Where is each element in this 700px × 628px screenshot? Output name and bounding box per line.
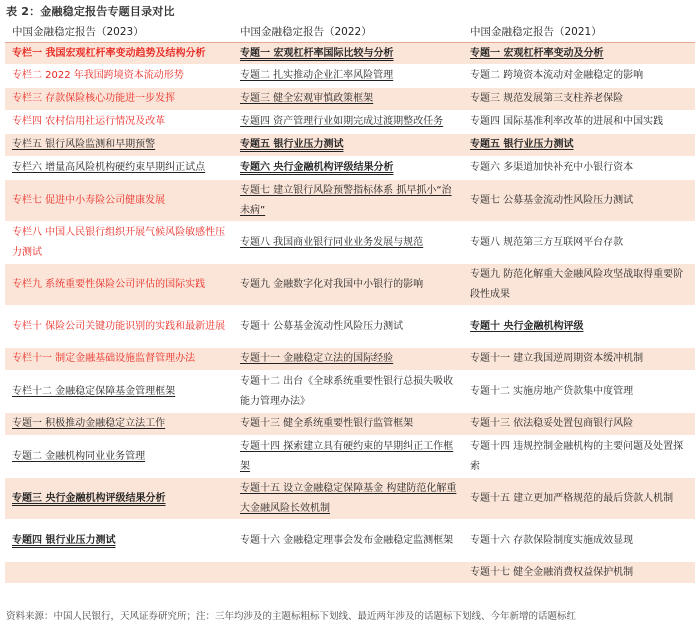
table-cell-2023 (5, 264, 233, 306)
table-cell-2023 (5, 180, 233, 222)
table-cell-2023 (5, 348, 233, 371)
table-cell-2022 (233, 157, 463, 180)
topic-title: 专题十三 健全系统重要性银行监管框架 (240, 418, 414, 429)
table-row (5, 157, 695, 180)
column-header-2022: 中国金融稳定报告（2022） (233, 20, 463, 43)
table-cell-2022 (233, 65, 463, 88)
topic-title: 专栏三 存款保险核心功能进一步发挥 (12, 93, 176, 104)
topic-title: 专栏十二 金融稳定保障基金管理框架 (12, 385, 176, 397)
topic-title: 专题十 公募基金流动性风险压力测试 (240, 320, 404, 332)
topic-title: 专题二 跨境资本流动对金融稳定的影响 (470, 70, 644, 81)
topic-title: 专题五 银行业压力测试 (470, 139, 574, 150)
table-cell-2022 (233, 413, 463, 436)
topic-title: 专栏十 保险公司关键功能识别的实践和最新进展 (12, 320, 226, 332)
table-cell-2022 (233, 88, 463, 111)
topic-title: 专题三 央行金融机构评级结果分析 (12, 492, 166, 504)
topic-title: 专栏十一 制定金融基础设施监督管理办法 (12, 353, 196, 364)
table-cell-2021 (463, 413, 695, 436)
table-row (5, 43, 695, 65)
table-cell-2023 (5, 371, 233, 413)
table-header-row (5, 20, 695, 43)
topic-title: 专题十 央行金融机构评级 (470, 320, 584, 332)
table-cell-2023 (5, 88, 233, 111)
table-title: 表 2：金融稳定报告专题目录对比 (6, 5, 175, 18)
topic-title: 专题十三 依法稳妥处置包商银行风险 (470, 418, 634, 429)
table-row (5, 371, 695, 413)
topic-title: 专栏七 促进中小寿险公司健康发展 (12, 194, 166, 206)
table-row (5, 222, 695, 264)
table-row (5, 88, 695, 111)
topic-title: 专栏四 农村信用社运行情况及改革 (12, 116, 166, 127)
table-row (5, 413, 695, 436)
table-cell-2021 (463, 371, 695, 413)
topic-title: 专题八 我国商业银行同业业务发展与规范 (240, 236, 424, 248)
topic-title: 专题一 宏观杠杆率变动及分析 (470, 47, 604, 59)
table-cell-2021 (463, 348, 695, 371)
table-row (5, 348, 695, 371)
topic-title: 专栏九 系统重要性保险公司评估的国际实践 (12, 278, 206, 290)
topic-title: 专题一 宏观杠杆率国际比较与分析 (240, 47, 394, 59)
table-row (5, 264, 695, 306)
table-row (5, 180, 695, 222)
topic-title: 专题四 国际基准利率改革的进展和中国实践 (470, 116, 664, 127)
table-cell-2022 (233, 478, 463, 520)
table-row (5, 562, 695, 584)
table-cell-2022 (233, 264, 463, 306)
table-cell-2021 (463, 43, 695, 65)
table-cell-2021 (463, 436, 695, 478)
topic-title: 专题五 银行业压力测试 (240, 139, 344, 150)
table-cell-2023 (5, 65, 233, 88)
table-cell-2023 (5, 306, 233, 348)
topic-title: 专题一 积极推动金融稳定立法工作 (12, 418, 166, 429)
topic-title: 专栏八 中国人民银行组织开展气候风险敏感性压力测试 (12, 226, 226, 258)
topic-title: 专栏六 增量高风险机构硬约束早期纠正试点 (12, 162, 206, 173)
table-cell-2023 (5, 520, 233, 562)
table-cell-2022 (233, 371, 463, 413)
topic-title: 专题十六 金融稳定理事会发布金融稳定监测框架 (240, 534, 454, 546)
topic-title: 专题九 防范化解重大金融风险攻坚战取得重要阶段性成果 (470, 268, 684, 300)
column-header-2023: 中国金融稳定报告（2023） (5, 20, 233, 43)
topic-title: 专题十二 出台《全球系统重要性银行总损失吸收能力管理办法》 (240, 375, 454, 407)
topic-title: 专题七 建立银行风险预警指标体系 抓早抓小“治未病” (240, 184, 452, 216)
table-cell-2021 (463, 65, 695, 88)
column-header-2021: 中国金融稳定报告（2021） (463, 20, 695, 43)
table-cell-2023 (5, 43, 233, 65)
topic-title: 专题十五 建立更加严格规范的最后贷款人机制 (470, 492, 674, 504)
topic-title: 专题四 银行业压力测试 (12, 534, 116, 546)
table-cell-2022 (233, 348, 463, 371)
topic-title: 专题二 扎实推动企业汇率风险管理 (240, 70, 394, 81)
table-cell-2021 (463, 134, 695, 157)
table-cell-2022 (233, 134, 463, 157)
topic-title: 专题三 规范发展第三支柱养老保险 (470, 93, 624, 104)
table-cell-2022 (233, 222, 463, 264)
table-cell-2023 (5, 478, 233, 520)
table-cell-2023 (5, 436, 233, 478)
topic-title: 专题十四 违规控制金融机构的主要问题及处置探索 (470, 440, 684, 472)
topic-title: 专题九 金融数字化对我国中小银行的影响 (240, 278, 424, 290)
table-cell-2023 (5, 562, 233, 584)
topic-title: 专栏二 2022 年我国跨境资本流动形势 (12, 70, 184, 81)
table-row (5, 478, 695, 520)
topic-title: 专题三 健全宏观审慎政策框架 (240, 93, 374, 104)
topic-title: 专题十五 设立金融稳定保障基金 构建防范化解重大金融风险长效机制 (240, 482, 457, 514)
table-row (5, 520, 695, 562)
table-cell-2022 (233, 306, 463, 348)
table-cell-2021 (463, 157, 695, 180)
topic-title: 专题十二 实施房地产贷款集中度管理 (470, 385, 634, 397)
table-row (5, 65, 695, 88)
table-row (5, 134, 695, 157)
topic-title: 专题十四 探索建立具有硬约束的早期纠正工作框架 (240, 440, 454, 472)
comparison-table (5, 20, 695, 584)
table-row (5, 111, 695, 134)
table-cell-2021 (463, 264, 695, 306)
table-cell-2022 (233, 562, 463, 584)
topic-title: 专题十一 建立我国逆周期资本缓冲机制 (470, 353, 644, 364)
table-cell-2023 (5, 111, 233, 134)
table-cell-2021 (463, 111, 695, 134)
table-cell-2023 (5, 157, 233, 180)
table-cell-2022 (233, 180, 463, 222)
topic-title: 专题六 央行金融机构评级结果分析 (240, 162, 394, 173)
table-cell-2023 (5, 222, 233, 264)
topic-title: 专栏一 我国宏观杠杆率变动趋势及结构分析 (12, 47, 206, 59)
topic-title: 专题六 多渠道加快补充中小银行资本 (470, 162, 634, 173)
topic-title: 专题七 公募基金流动性风险压力测试 (470, 194, 634, 206)
table-cell-2021 (463, 222, 695, 264)
table-cell-2021 (463, 88, 695, 111)
table-cell-2023 (5, 413, 233, 436)
table-row (5, 436, 695, 478)
topic-title: 专题八 规范第三方互联网平台存款 (470, 236, 624, 248)
source-note: 资料来源：中国人民银行，天风证券研究所；注：三年均涉及的主题标粗标下划线、最近两年涉及的话题标下划线、今年新增的话题标红 (6, 611, 577, 622)
table-cell-2021 (463, 562, 695, 584)
table-cell-2022 (233, 520, 463, 562)
table-row (5, 306, 695, 348)
topic-title: 专栏五 银行风险监测和早期预警 (12, 139, 156, 150)
topic-title: 专题十六 存款保险制度实施成效显现 (470, 534, 634, 546)
table-cell-2021 (463, 520, 695, 562)
topic-title: 专题十一 金融稳定立法的国际经验 (240, 353, 394, 364)
topic-title: 专题二 金融机构同业业务管理 (12, 450, 146, 462)
table-cell-2021 (463, 180, 695, 222)
topic-title: 专题四 资产管理行业如期完成过渡期整改任务 (240, 116, 444, 127)
table-cell-2022 (233, 111, 463, 134)
table-cell-2023 (5, 134, 233, 157)
table-cell-2022 (233, 43, 463, 65)
table-cell-2021 (463, 478, 695, 520)
table-cell-2021 (463, 306, 695, 348)
table-cell-2022 (233, 436, 463, 478)
topic-title: 专题十七 健全金融消费权益保护机制 (470, 566, 634, 578)
